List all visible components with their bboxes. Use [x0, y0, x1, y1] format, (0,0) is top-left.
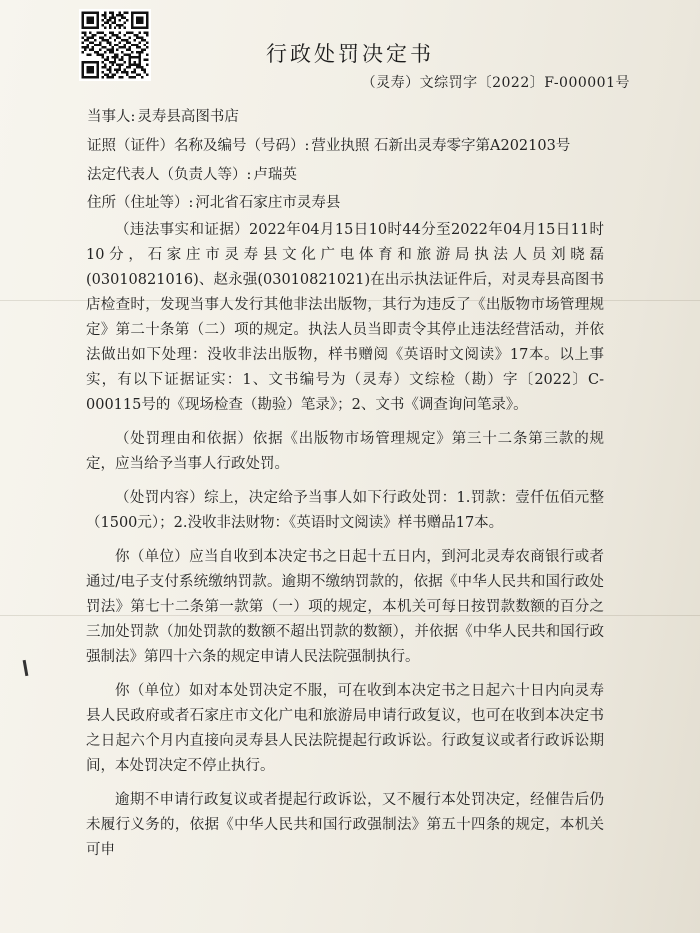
- field-address: [87, 191, 340, 212]
- field-value: 营业执照 石新出灵寿零字第A202103号: [311, 138, 571, 154]
- field-label: 当事人:: [87, 109, 136, 125]
- field-representative: [87, 163, 297, 184]
- paragraph-enforcement: 逾期不申请行政复议或者提起行政诉讼，又不履行本处罚决定，经催告后仍未履行义务的，依据《中华人民共和国行政强制法》第五十四条的规定，本机关可申: [86, 792, 604, 858]
- pen-mark: [23, 660, 29, 676]
- document-title: 行政处罚决定书: [266, 42, 434, 66]
- field-label: 法定代表人（负责人等）:: [87, 167, 252, 183]
- field-label: 证照（证件）名称及编号（号码）:: [87, 138, 310, 154]
- field-label: 住所（住址等）:: [87, 195, 194, 211]
- paragraph-penalty-basis: （处罚理由和依据）依据《出版物市场管理规定》第三十二条第三款的规定，应当给予当事人行政处罚。: [86, 431, 604, 472]
- paragraph-appeal: 你（单位）如对本处罚决定不服，可在收到本决定书之日起六十日内向灵寿县人民政府或者石家庄市文化广电和旅游局申请行政复议，也可在收到本决定书之日起六个月内直接向灵寿县人民法院提起行政诉讼。行政复议或者行政诉讼期间，本处罚决定不停止执行。: [86, 683, 604, 774]
- field-value: 灵寿县高图书店: [137, 109, 239, 125]
- paragraph-facts-evidence: （违法事实和证据）2022年04月15日10时44分至2022年04月15日11时10分，石家庄市灵寿县文化广电体育和旅游局执法人员刘晓磊(03010821016)、赵永强(03010821021)在出示执法证件后，对灵寿县高图书店检查时，发现当事人发行其他非法出版物，其行为违反了《出版物市场管理规定》第二十条第（二）项的规定。执法人员当即责令其停止违法经营活动，并依法做出如下处理：没收非法出版物，样书赠阅《英语时文阅读》17本。以上事实，有以下证据证实：1、文书编号为（灵寿）文综检（勘）字〔2022〕C-000115号的《现场检查（勘验）笔录》；2、文书《调查询问笔录》。: [86, 222, 604, 413]
- field-value: 河北省石家庄市灵寿县: [195, 195, 341, 211]
- field-party: [87, 105, 239, 126]
- field-value: 卢瑞英: [253, 167, 297, 183]
- paragraph-penalty-content: （处罚内容）综上，决定给予当事人如下行政处罚：1.罚款：壹仟伍佰元整（1500元）；2.没收非法财物：《英语时文阅读》样书赠品17本。: [86, 490, 604, 531]
- field-license: [87, 134, 570, 155]
- document-number: （灵寿）文综罚字〔2022〕F-000001号: [361, 75, 630, 91]
- paragraph-payment: 你（单位）应当自收到本决定书之日起十五日内，到河北灵寿农商银行或者通过/电子支付系统缴纳罚款。逾期不缴纳罚款的，依据《中华人民共和国行政处罚法》第七十二条第一款第（一）项的规定，本机关可每日按罚款数额的百分之三加处罚款（加处罚款的数额不超出罚款的数额），并依据《中华人民共和国行政强制法》第四十六条的规定申请人民法院强制执行。: [86, 549, 604, 665]
- document-body: [86, 218, 604, 863]
